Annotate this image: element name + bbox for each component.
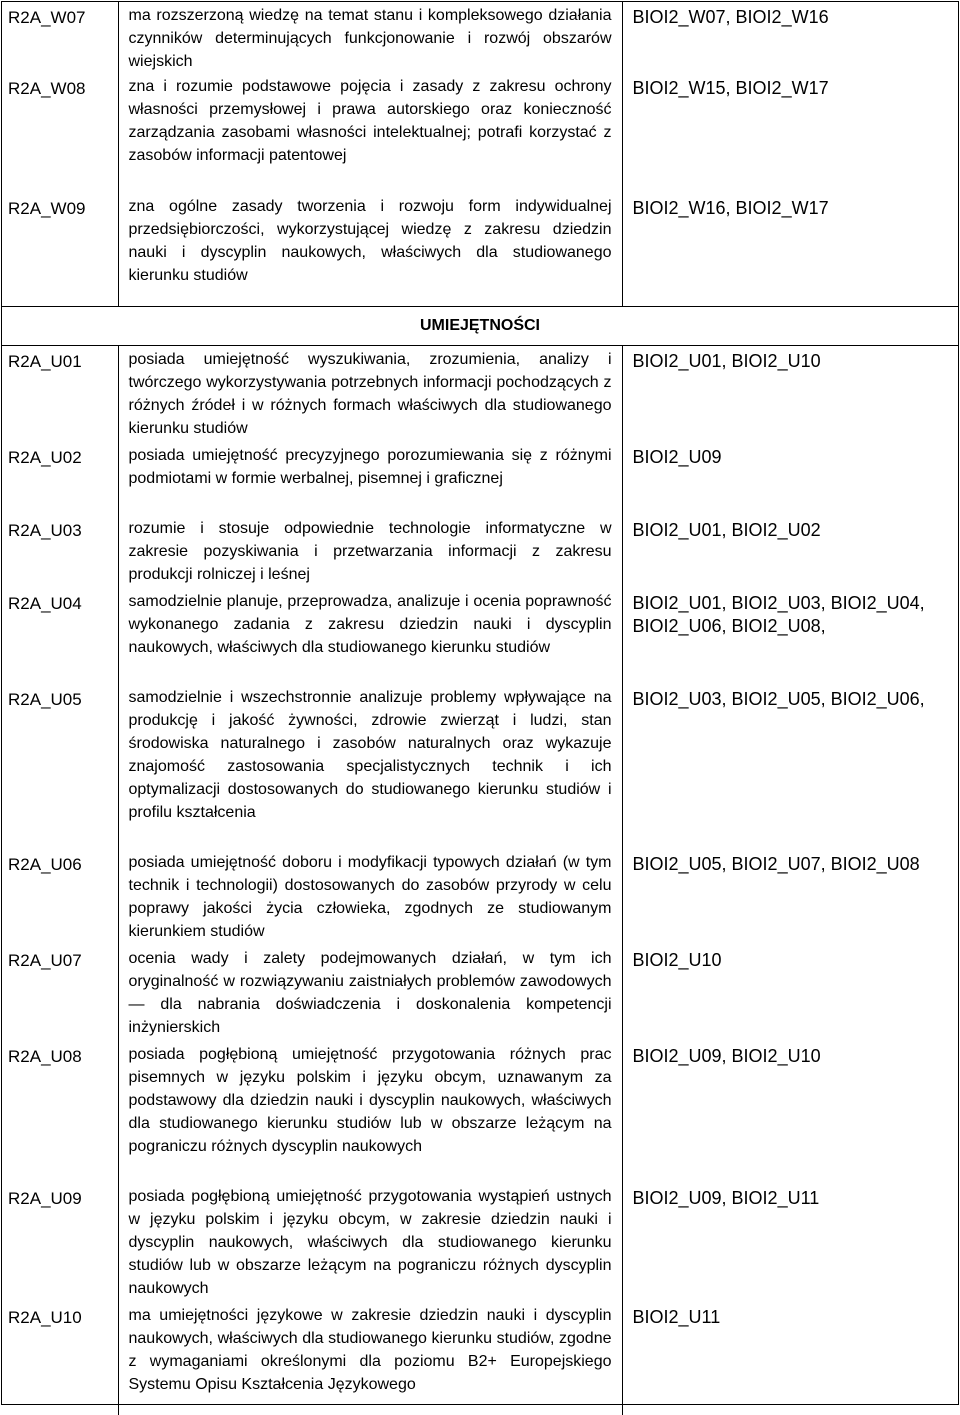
outcome-mapping: BIOI2_W15, BIOI2_W17	[622, 73, 958, 193]
outcome-code: R2A_U03	[8, 520, 82, 540]
section-header-row	[2, 307, 958, 346]
outcome-description: posiada umiejętność wyszukiwania, zrozumienia, analizy i twórczego wykorzystywania potrzebnych informacji pochodzących z różnych źródeł i w różnych formach właściwych dla studiowanego kierunku studiów	[118, 346, 622, 442]
table-row	[2, 346, 958, 442]
outcome-mapping: BIOI2_U11	[622, 1302, 958, 1415]
outcome-description: samodzielnie i wszechstronnie analizuje problemy wpływające na produkcję i jakość żywności, zdrowie zwierząt i ludzi, stan środowiska naturalnego i zasobów naturalnych oraz wykazuje znajomość zastosowania specjalistycznych technik i ich optymalizacji dostosowanych do studiowanego kierunku studiów i profilu kształcenia	[118, 684, 622, 849]
table-row	[2, 442, 958, 515]
table-row	[2, 2, 958, 73]
outcome-mapping: BIOI2_U09, BIOI2_U10	[622, 1041, 958, 1183]
outcome-code: R2A_W07	[8, 8, 86, 27]
table-row	[2, 684, 958, 849]
learning-outcomes-table	[2, 2, 958, 1415]
outcome-mapping: BIOI2_W16, BIOI2_W17	[622, 193, 958, 306]
outcome-code: R2A_U10	[8, 1307, 82, 1327]
table-row	[2, 515, 958, 588]
table-row	[2, 1302, 958, 1415]
outcome-code: R2A_U08	[8, 1046, 82, 1066]
outcome-description: ocenia wady i zalety podejmowanych działań, w tym ich oryginalność w rozwiązywaniu zaistniałych problemów zawodowych — dla nabrania doświadczenia i doskonalenia kompetencji inżynierskich	[118, 945, 622, 1041]
outcome-description: ma umiejętności językowe w zakresie dziedzin nauki i dyscyplin naukowych, właściwych dla studiowanego kierunku studiów, zgodne z wymaganiami określonymi dla poziomu B2+ Europejskiego Systemu Opisu Kształcenia Językowego	[118, 1302, 622, 1415]
outcome-mapping: BIOI2_U01, BIOI2_U02	[622, 515, 958, 588]
outcome-mapping: BIOI2_U01, BIOI2_U10	[622, 346, 958, 442]
table-row	[2, 588, 958, 684]
table-row	[2, 193, 958, 306]
outcome-code: R2A_W09	[8, 199, 86, 218]
outcome-mapping: BIOI2_U09	[622, 442, 958, 515]
outcome-description: zna ogólne zasady tworzenia i rozwoju form indywidualnej przedsiębiorczości, wykorzystującej wiedzę z zakresu dziedzin nauki i dyscyplin naukowych, właściwych dla studiowanego kierunku studiów	[118, 193, 622, 306]
outcome-mapping: BIOI2_W07, BIOI2_W16	[622, 2, 958, 73]
outcome-description: posiada pogłębioną umiejętność przygotowania różnych prac pisemnych w języku polskim i języku obcym, uznawanym za podstawowy dla dziedzin nauki i dyscyplin naukowych, właściwych dla studiowanego kierunku studiów lub w obszarze leżącym na pograniczu różnych dyscyplin naukowych	[118, 1041, 622, 1183]
outcome-code: R2A_U04	[8, 593, 82, 613]
outcome-code: R2A_U05	[8, 689, 82, 709]
table-row	[2, 945, 958, 1041]
outcome-description: samodzielnie planuje, przeprowadza, analizuje i ocenia poprawność wykonanego zadania z zakresu dziedzin nauki i dyscyplin naukowych, właściwych dla studiowanego kierunku studiów	[118, 588, 622, 684]
outcomes-table-page	[1, 1, 959, 1405]
outcome-description: posiada pogłębioną umiejętność przygotowania wystąpień ustnych w języku polskim i języku obcym, w zakresie dziedzin nauki i dyscyplin naukowych, właściwych dla studiowanego kierunku studiów lub w obszarze leżącym na pograniczu różnych dyscyplin naukowych	[118, 1183, 622, 1302]
outcome-mapping: BIOI2_U03, BIOI2_U05, BIOI2_U06,	[622, 684, 958, 849]
table-row	[2, 849, 958, 945]
outcome-code: R2A_U09	[8, 1188, 82, 1208]
outcome-description: posiada umiejętność doboru i modyfikacji typowych działań (w tym technik i technologii) dostosowanych do zasobów przyrody w celu poprawy jakości życia człowieka, zgodnych ze studiowanym kierunkiem studiów	[118, 849, 622, 945]
outcome-code: R2A_U01	[8, 351, 82, 371]
outcome-mapping: BIOI2_U05, BIOI2_U07, BIOI2_U08	[622, 849, 958, 945]
outcome-code: R2A_U07	[8, 950, 82, 970]
section-heading-skills: UMIEJĘTNOŚCI	[419, 316, 540, 334]
outcome-mapping: BIOI2_U01, BIOI2_U03, BIOI2_U04, BIOI2_U06, BIOI2_U08,	[622, 588, 958, 684]
outcome-description: ma rozszerzoną wiedzę na temat stanu i kompleksowego działania czynników determinujących funkcjonowanie i rozwój obszarów wiejskich	[118, 2, 622, 73]
outcome-code: R2A_U06	[8, 854, 82, 874]
table-row	[2, 73, 958, 193]
outcome-description: rozumie i stosuje odpowiednie technologie informatyczne w zakresie pozyskiwania i przetwarzania informacji z zakresu produkcji rolniczej i leśnej	[118, 515, 622, 588]
table-row	[2, 1183, 958, 1302]
table-row	[2, 1041, 958, 1183]
outcome-mapping: BIOI2_U09, BIOI2_U11	[622, 1183, 958, 1302]
outcome-description: zna i rozumie podstawowe pojęcia i zasady z zakresu ochrony własności przemysłowej i prawa autorskiego oraz konieczność zarządzania zasobami własności intelektualnej; potrafi korzystać z zasobów informacji patentowej	[118, 73, 622, 193]
outcome-code: R2A_W08	[8, 79, 86, 98]
outcome-description: posiada umiejętność precyzyjnego porozumiewania się z różnymi podmiotami w formie werbalnej, pisemnej i graficznej	[118, 442, 622, 515]
outcome-mapping: BIOI2_U10	[622, 945, 958, 1041]
outcome-code: R2A_U02	[8, 447, 82, 467]
